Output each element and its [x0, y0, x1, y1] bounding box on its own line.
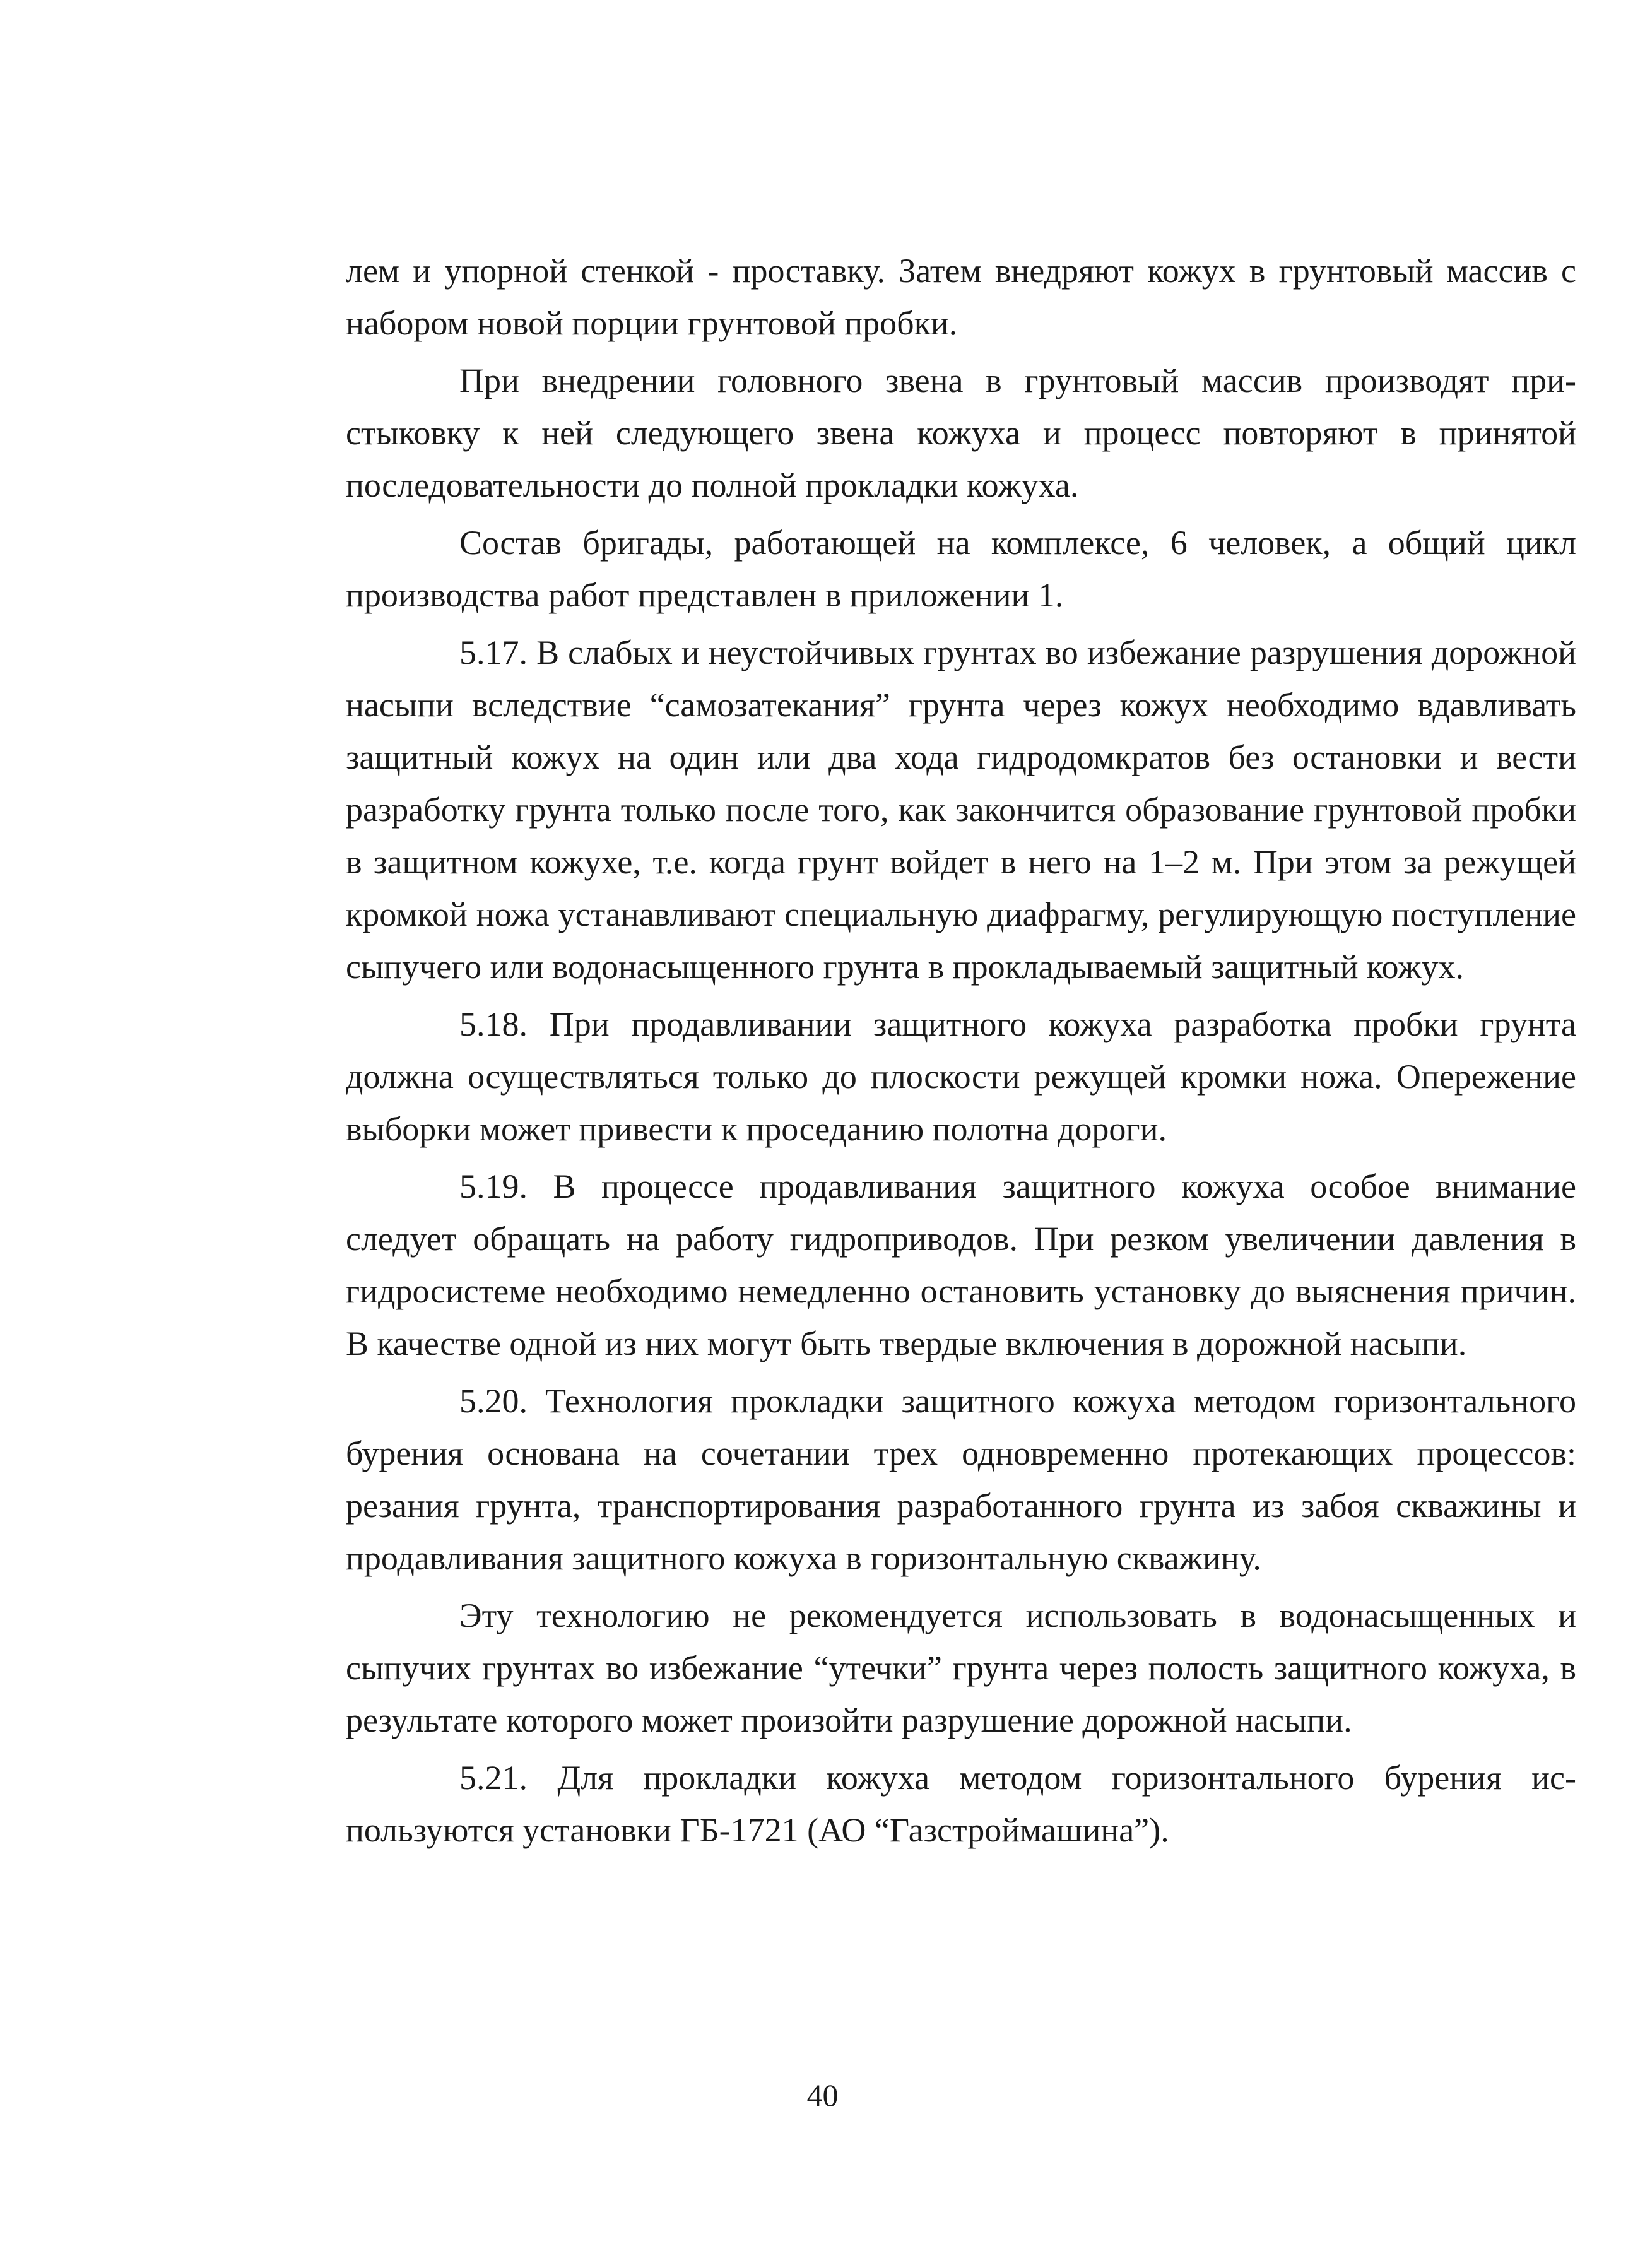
- paragraph-5-18: 5.18. При продавливании защитного кожуха разработка пробки грунта должна осуществляться только до плоскости режущей кромки ножа. Опережение выборки может привести к проседанию полотна дороги.: [346, 1005, 1576, 1148]
- paragraph-5-17: 5.17. В слабых и неустойчивых грунтах во избежание разрушения дорожной насыпи вследствие “самозатекания” грунта через кожух необходимо вдавливать защитный кожух на один или два хода гидродомкратов без остановки и вести разработку грунта только после того, как закончится образование грунтовой пробки в защитном кожухе, т.е. когда грунт войдет в него на 1–2 м. При этом за режущей кромкой ножа устанавливают специальную диафрагму, регулирующую поступление сыпучего или водонасыщенного грунта в прокладываемый защитный кожух.: [346, 634, 1576, 986]
- page-body: [346, 245, 1576, 1857]
- paragraph-crew-composition: Состав бригады, работающей на комплексе, 6 человек, а общий цикл производства работ представлен в приложении 1.: [346, 524, 1576, 614]
- paragraph-5-21: 5.21. Для прокладки кожуха методом горизонтального бурения используются установки ГБ-1721 (АО “Газстроймашина”).: [346, 1759, 1576, 1849]
- paragraph-joining-sections: При внедрении головного звена в грунтовый массив производят пристыковку к ней следующего звена кожуха и процесс повторяют в принятой последовательности до полной прокладки кожуха.: [346, 362, 1576, 504]
- page-number: 40: [806, 2077, 839, 2113]
- paragraph-5-19: 5.19. В процессе продавливания защитного кожуха особое внимание следует обращать на работу гидроприводов. При резком увеличении давления в гидросистеме необходимо немедленно остановить установку до выяснения причин. В качестве одной из них могут быть твердые включения в дорожной насыпи.: [346, 1167, 1576, 1362]
- paragraph-continuation: лем и упорной стенкой - проставку. Затем внедряют кожух в грунтовый массив с набором новой порции грунтовой пробки.: [346, 252, 1576, 342]
- paragraph-5-20: 5.20. Технология прокладки защитного кожуха методом горизонтального бурения основана на сочетании трех одновременно протекающих процессов: резания грунта, транспортирования разработанного грунта из забоя скважины и продавливания защитного кожуха в горизонтальную скважину.: [346, 1382, 1576, 1577]
- paragraph-technology-warning: Эту технологию не рекомендуется использовать в водонасыщенных и сыпучих грунтах во избежание “утечки” грунта через полость защитного кожуха, в результате которого может произойти разрушение дорожной насыпи.: [346, 1597, 1576, 1739]
